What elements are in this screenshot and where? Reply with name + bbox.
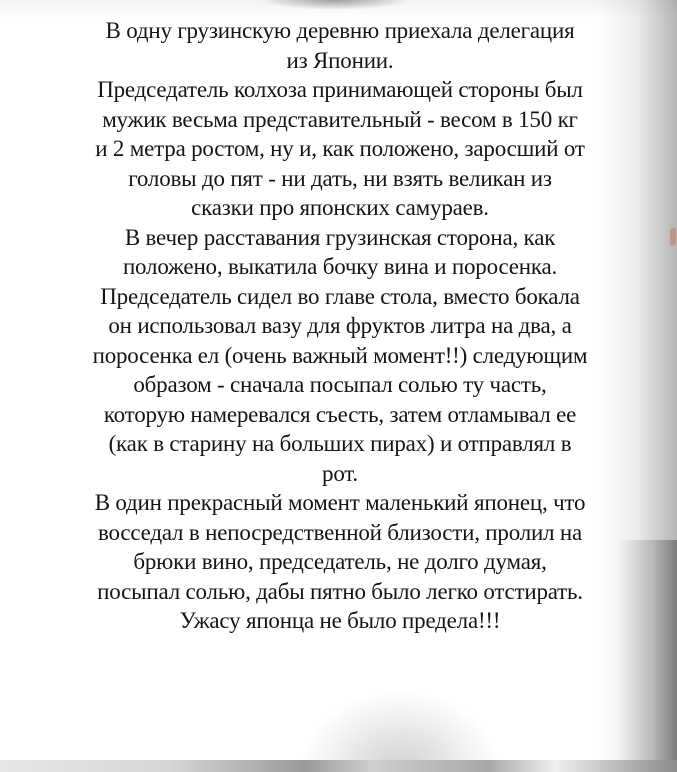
bottom-edge-band bbox=[0, 760, 677, 772]
story-text bbox=[20, 16, 660, 636]
text-line: он использовал вазу для фруктов литра на два, а bbox=[108, 313, 572, 338]
text-line: В одну грузинскую деревню приехала делегация bbox=[105, 18, 575, 43]
text-line: которую намеревался съесть, затем отламывал ее bbox=[103, 401, 577, 427]
text-line: образом - сначала посыпал солью ту часть, bbox=[133, 372, 547, 397]
text-line: В вечер расставания грузинская сторона, как bbox=[124, 224, 556, 250]
text-line: рот. bbox=[322, 460, 358, 486]
text-line: (как в старину на больших пирах) и отправлял в bbox=[108, 431, 572, 456]
top-shadow bbox=[260, 0, 410, 10]
edge-mark bbox=[670, 228, 676, 246]
text-line: В один прекрасный момент маленький японец, что bbox=[94, 490, 586, 515]
text-line: мужик весьма представительный - весом в 150 кг bbox=[102, 106, 578, 132]
text-line: положено, выкатила бочку вина и поросенка. bbox=[122, 254, 558, 279]
text-line: и 2 метра ростом, ну и, как положено, заросший от bbox=[95, 136, 585, 161]
text-line: поросенка ел (очень важный момент!!) следующим bbox=[92, 342, 588, 368]
text-line: Председатель сидел во главе стола, вместо бокала bbox=[100, 283, 580, 309]
text-line: Ужасу японца не было предела!!! bbox=[179, 608, 501, 633]
text-line: восседал в непосредственной близости, пролил на bbox=[97, 519, 583, 545]
text-line: Председатель колхоза принимающей стороны был bbox=[97, 77, 583, 102]
text-line: брюки вино, председатель, не долго думая, bbox=[133, 549, 547, 574]
text-line: посыпал солью, дабы пятно было легко отстирать. bbox=[97, 578, 583, 604]
text-line: головы до пят - ни дать, ни взять великан из bbox=[128, 165, 552, 191]
text-line: сказки про японских самураев. bbox=[191, 195, 489, 220]
text-line: из Японии. bbox=[286, 47, 394, 73]
